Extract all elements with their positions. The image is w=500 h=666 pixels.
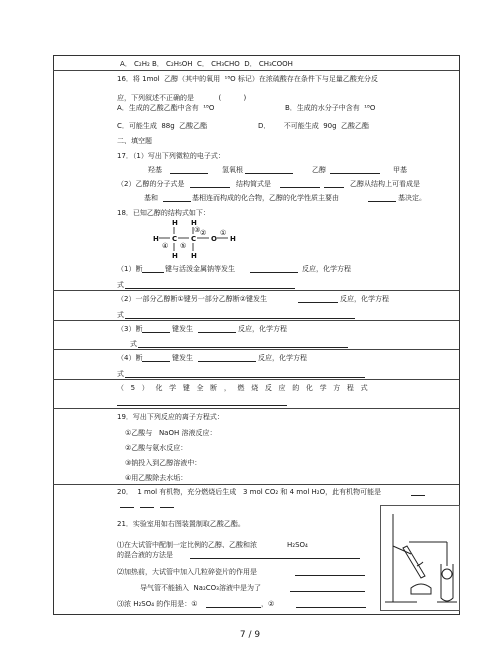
blank-line <box>190 551 360 559</box>
q18-part2-shi: 式 <box>117 311 124 319</box>
row-separator <box>53 320 459 321</box>
q17-methyl-label: 甲基 <box>393 166 407 174</box>
q18-part5: （ 5 ） 化 学 键 全 断 ， 燃 烧 反 应 的 化 学 方 程 式 <box>117 384 368 392</box>
blank-line <box>190 180 230 188</box>
q21-part3-b: ，② <box>261 600 275 608</box>
q18-part1-b: 键与活泼金属钠等发生 <box>165 265 235 273</box>
q16-option-b: B．生成的水分子中含有 ¹⁸O <box>285 104 376 112</box>
q21-stem: 21．实验室用如右图装置制取乙酸乙酯。 <box>117 520 245 528</box>
blank-line <box>142 265 164 273</box>
blank-line <box>250 265 298 273</box>
blank-line <box>290 584 365 592</box>
q17-part2-f: 基决定。 <box>398 194 426 202</box>
blank-line <box>295 568 365 576</box>
q16-option-c: C．可能生成 88g 乙酸乙酯 <box>117 122 208 130</box>
row-separator <box>53 290 459 291</box>
q18-stem: 18．已知乙醇的结构式如下： <box>117 209 210 217</box>
blank-line <box>125 281 295 289</box>
row-separator <box>53 379 459 380</box>
blank-line <box>198 354 256 362</box>
atom-h: H <box>172 252 178 260</box>
blank-line <box>368 194 396 202</box>
ethanol-structure-diagram <box>150 218 250 260</box>
q17-line1: 17．（1）写出下列微粒的电子式： <box>117 152 225 160</box>
blank-line <box>280 180 320 188</box>
blank-line <box>324 180 344 188</box>
blank-line <box>117 398 287 406</box>
q17-hydroxyl-label: 羟基 <box>148 166 162 174</box>
row-separator <box>53 70 459 71</box>
q17-part2-a: （2）乙醇的分子式是 <box>117 180 185 188</box>
bond-number: ⑤ <box>180 242 187 250</box>
blank-line <box>411 488 425 496</box>
q20-stem: 20． 1 mol 有机物，充分燃烧后生成 3 mol CO₂ 和 4 mol H₂O，此有机物可能是 <box>117 488 382 496</box>
blank-line <box>125 311 355 319</box>
q16-stem-line1: 16．将 1mol 乙醇（其中的氧用 ¹⁸O 标记）在浓硫酸存在条件下与足量乙酸充分反 <box>117 75 378 83</box>
table-bottom-border <box>53 614 459 615</box>
bond-number: ① <box>220 229 227 237</box>
q17-part2-e: 基相连而构成的化合物，乙醇的化学性质主要由 <box>192 194 339 202</box>
atom-c: C <box>172 235 178 243</box>
blank-line <box>206 600 261 608</box>
q19-reaction-3: ③钠投入到乙醇溶液中： <box>125 459 202 467</box>
blank-line <box>198 325 236 333</box>
q19-reaction-4: ④用乙酸除去水垢： <box>125 474 188 482</box>
blank-line <box>140 500 154 508</box>
q18-part3-c: 反应，化学方程 <box>238 325 287 333</box>
q18-part2-c: 反应，化学方程 <box>340 295 389 303</box>
blank-line <box>142 354 170 362</box>
row-separator <box>53 349 459 350</box>
page-number: 7 / 9 <box>239 630 261 640</box>
q16-option-d: D． 不可能生成 90g 乙酸乙酯 <box>258 122 369 130</box>
row-separator <box>53 484 459 485</box>
q16-stem-line2: 应，下列叙述不正确的是 ( ) <box>117 94 247 102</box>
atom-h: H <box>153 235 159 243</box>
bond-number: ④ <box>162 242 169 250</box>
blank-line <box>298 295 338 303</box>
row-separator <box>53 408 459 409</box>
q16-option-a: A．生成的乙酸乙酯中含有 ¹⁸O <box>117 104 215 112</box>
q18-part3-shi: 式 <box>130 340 137 348</box>
q21-part2-b: 导气管不能插入 Na₂CO₃溶液中是为了 <box>140 584 261 592</box>
blank-line <box>296 600 366 608</box>
q18-part1-shi: 式 <box>117 281 124 289</box>
q21-part3-a: ⑶浓 H₂SO₄ 的作用是：① <box>117 600 198 608</box>
q17-hydroxide-label: 氢氧根 <box>222 166 243 174</box>
atom-h: H <box>191 219 197 227</box>
section-title: 二、填空题 <box>117 137 152 145</box>
q18-part3-b: 键发生 <box>172 325 193 333</box>
q18-part4-c: 反应，化学方程 <box>258 354 307 362</box>
q21-part1-a: ⑴在大试管中配制一定比例的乙醇、乙酸和浓 <box>117 541 257 549</box>
q18-part3-a: （3）断 <box>117 325 143 333</box>
bond-number: ② <box>200 229 207 237</box>
q18-part4-a: （4）断 <box>117 354 143 362</box>
atom-h: H <box>191 252 197 260</box>
q21-part1-c: 的混合液的方法是 <box>117 551 173 559</box>
blank-line <box>120 500 134 508</box>
q19-stem: 19．写出下列反应的离子方程式： <box>117 413 224 421</box>
blank-line <box>160 500 174 508</box>
q19-reaction-2: ②乙酸与氨水反应： <box>125 444 188 452</box>
blank-line <box>170 166 208 174</box>
q18-part1-c: 反应，化学方程 <box>302 265 351 273</box>
q21-part2-a: ⑵加热前，大试管中加入几粒碎瓷片的作用是 <box>117 568 257 576</box>
q17-ethanol-label: 乙醇 <box>312 166 326 174</box>
q15-options: A． C₂H₂ B． C₂H₅OH C． CH₃CHO D． CH₃COOH <box>120 60 293 68</box>
atom-h: H <box>172 219 178 227</box>
blank-line <box>142 325 170 333</box>
atom-h: H <box>230 235 236 243</box>
blank-line <box>330 166 380 174</box>
blank-line <box>163 194 191 202</box>
blank-line <box>138 340 348 348</box>
q17-part2-c: 乙醇从结构上可看成是 <box>350 180 420 188</box>
q17-part2-d: 基和 <box>144 194 158 202</box>
bond-number: ③ <box>194 226 201 234</box>
q18-part4-shi: 式 <box>117 370 124 378</box>
q18-part1-a: （1）断 <box>117 265 143 273</box>
q17-part2-b: 结构简式是 <box>236 180 271 188</box>
apparatus-drawing <box>381 506 459 610</box>
blank-line <box>125 370 365 378</box>
q18-part2-a: （2）一部分乙醇断①键另一部分乙醇断②键发生 <box>117 295 268 303</box>
atom-o: O <box>211 235 217 243</box>
atom-c: C <box>191 235 197 243</box>
apparatus-figure <box>380 505 460 611</box>
q19-reaction-1: ①乙酸与 NaOH 溶液反应： <box>125 429 217 437</box>
blank-line <box>245 166 293 174</box>
q21-part1-b: H₂SO₄ <box>287 541 308 549</box>
q18-part4-b: 键发生 <box>172 354 193 362</box>
